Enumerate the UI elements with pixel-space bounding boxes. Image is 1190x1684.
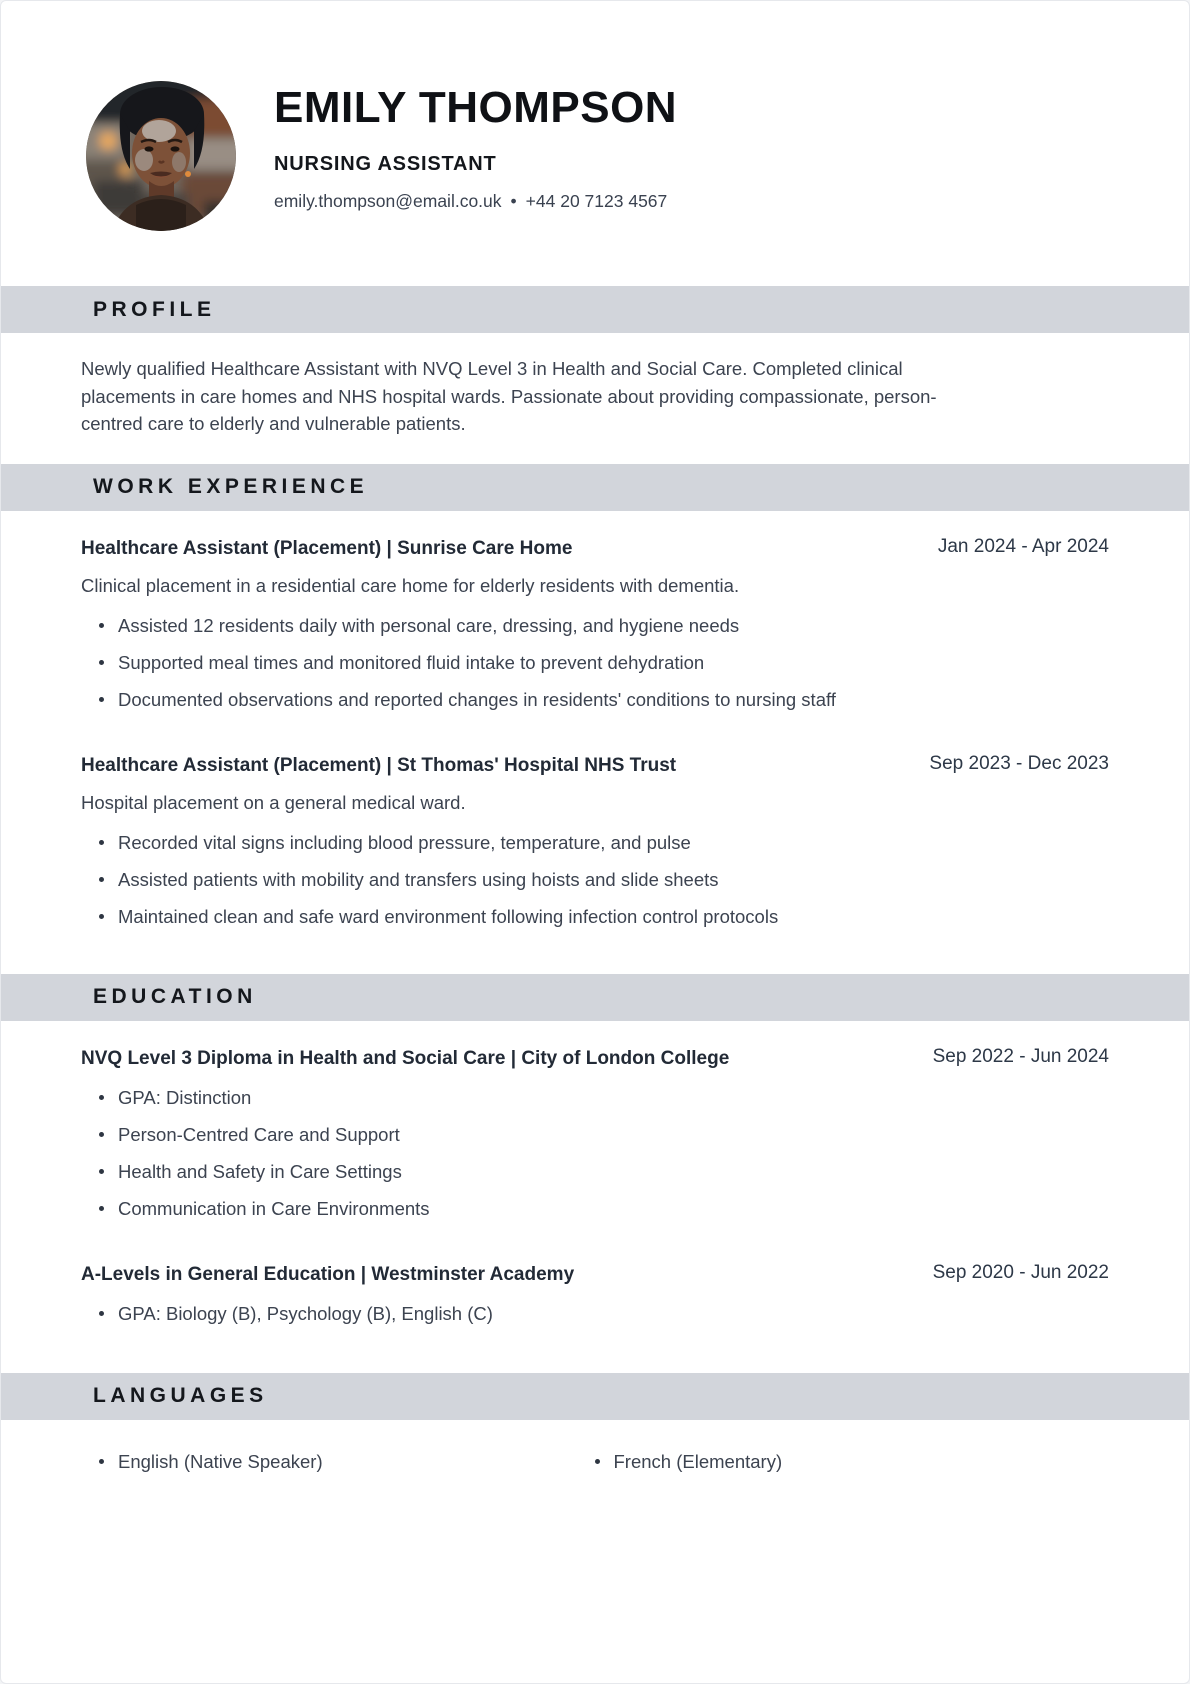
header-info xyxy=(274,81,677,212)
bullet-item: GPA: Biology (B), Psychology (B), English (C) xyxy=(118,1300,1109,1327)
bullet-item: Assisted patients with mobility and transfers using hoists and slide sheets xyxy=(118,866,1109,893)
bullet-item: Recorded vital signs including blood pressure, temperature, and pulse xyxy=(118,829,1109,856)
work-entry xyxy=(81,536,1109,713)
section-title-languages: LANGUAGES xyxy=(93,1384,268,1407)
section-band-work xyxy=(1,464,1189,511)
section-title-profile: PROFILE xyxy=(93,297,216,321)
language-item: French (Elementary) xyxy=(614,1448,1110,1475)
bullet-item: Assisted 12 residents daily with personal care, dressing, and hygiene needs xyxy=(118,612,1109,639)
work-section xyxy=(1,536,1189,930)
bullet-item: Person-Centred Care and Support xyxy=(118,1121,1109,1148)
candidate-role: NURSING ASSISTANT xyxy=(274,153,497,176)
work-entry-dates: Jan 2024 - Apr 2024 xyxy=(937,535,1109,557)
education-entry-title: A-Levels in General Education | Westminster Academy xyxy=(81,1263,575,1285)
education-entry-title: NVQ Level 3 Diploma in Health and Social Care | City of London College xyxy=(81,1047,730,1069)
work-entry-title: Healthcare Assistant (Placement) | St Thomas' Hospital NHS Trust xyxy=(81,754,677,776)
education-entry-bullets xyxy=(81,1084,1109,1222)
work-entry-header xyxy=(81,536,1109,561)
work-entry-header xyxy=(81,753,1109,778)
education-section xyxy=(1,1046,1189,1327)
profile-summary: Newly qualified Healthcare Assistant with NVQ Level 3 in Health and Social Care. Completed clinical placements in care homes and NHS hospital wards. Passionate about providing compassionate, person-centred care to elderly and vulnerable patients. xyxy=(81,358,937,434)
language-item: English (Native Speaker) xyxy=(118,1448,614,1475)
education-entry-header xyxy=(81,1046,1109,1071)
work-entry-bullets xyxy=(81,829,1109,930)
bullet-item: Supported meal times and monitored fluid intake to prevent dehydration xyxy=(118,649,1109,676)
work-entry-bullets xyxy=(81,612,1109,713)
section-band-education xyxy=(1,974,1189,1021)
contact-email: emily.thompson@email.co.uk xyxy=(274,191,502,212)
section-band-languages xyxy=(1,1373,1189,1420)
bullet-item: Health and Safety in Care Settings xyxy=(118,1158,1109,1185)
education-entry-header xyxy=(81,1262,1109,1287)
education-entry-bullets xyxy=(81,1300,1109,1327)
languages-list xyxy=(1,1420,1189,1475)
resume-header xyxy=(1,1,1189,231)
section-band-profile xyxy=(1,286,1189,333)
bullet-item: Documented observations and reported changes in residents' conditions to nursing staff xyxy=(118,686,1109,713)
profile-photo-illustration xyxy=(86,81,236,231)
education-entry-dates: Sep 2022 - Jun 2024 xyxy=(932,1045,1109,1067)
work-entry-title: Healthcare Assistant (Placement) | Sunrise Care Home xyxy=(81,537,573,559)
work-entry-description: Hospital placement on a general medical ward. xyxy=(81,791,466,813)
contact-separator: • xyxy=(510,191,517,212)
education-entry xyxy=(81,1262,1109,1327)
candidate-name: EMILY THOMPSON xyxy=(274,83,678,132)
bullet-item: Maintained clean and safe ward environment following infection control protocols xyxy=(118,903,1109,930)
education-entry-dates: Sep 2020 - Jun 2022 xyxy=(932,1261,1109,1283)
profile-photo xyxy=(86,81,236,231)
work-entry-description: Clinical placement in a residential care home for elderly residents with dementia. xyxy=(81,574,740,596)
contact-line xyxy=(274,191,677,212)
education-entry xyxy=(81,1046,1109,1222)
work-entry xyxy=(81,753,1109,930)
work-entry-dates: Sep 2023 - Dec 2023 xyxy=(929,752,1109,774)
section-title-work: WORK EXPERIENCE xyxy=(93,475,369,498)
bullet-item: GPA: Distinction xyxy=(118,1084,1109,1111)
contact-phone: +44 20 7123 4567 xyxy=(525,191,668,212)
profile-section xyxy=(1,355,1189,438)
section-title-education: EDUCATION xyxy=(93,985,257,1008)
bullet-item: Communication in Care Environments xyxy=(118,1195,1109,1222)
